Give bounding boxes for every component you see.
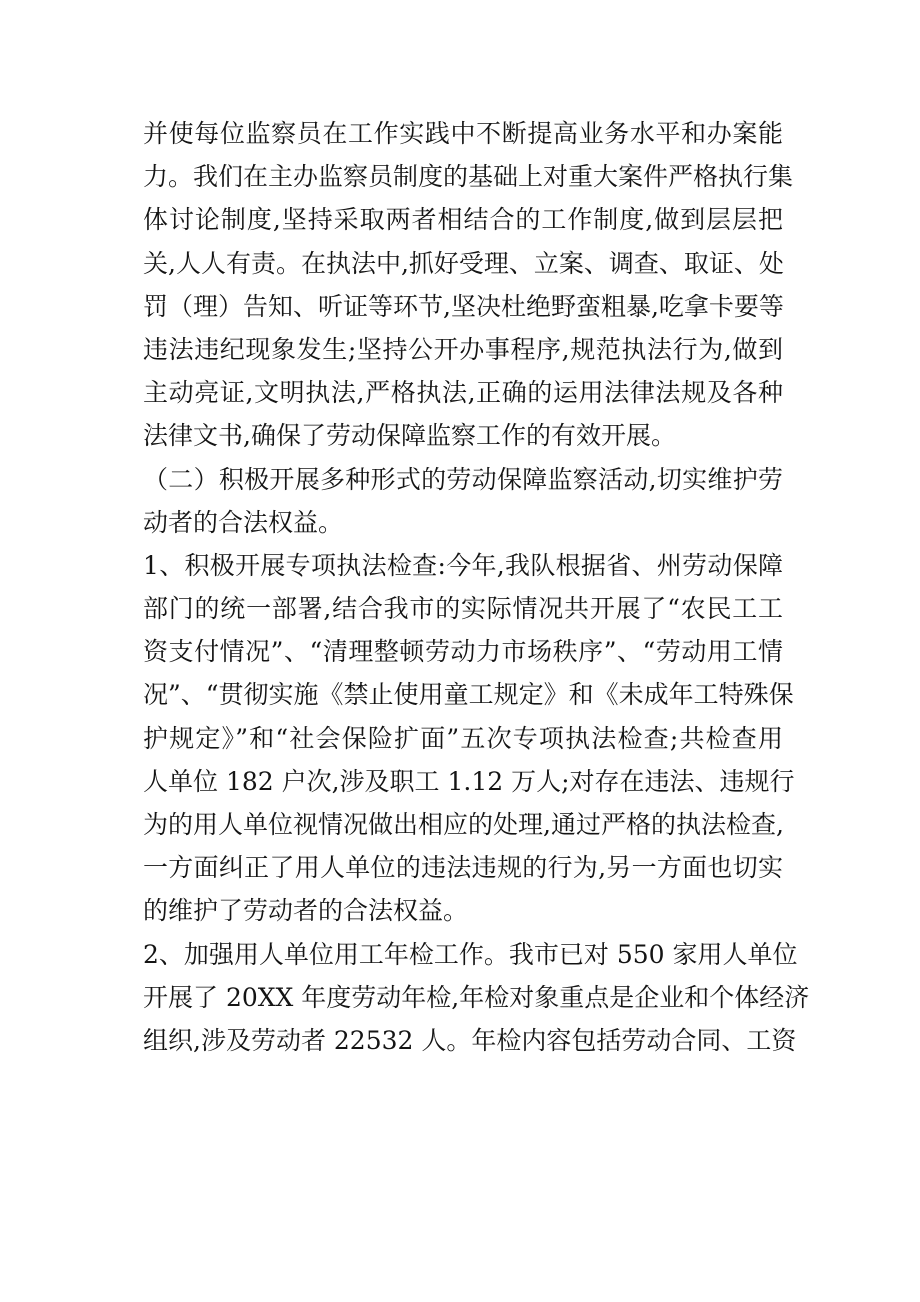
text-line: 的维护了劳动者的合法权益。 — [143, 896, 469, 926]
body-text — [143, 112, 810, 1062]
text-line: 体讨论制度,坚持采取两者相结合的工作制度,做到层层把 — [143, 205, 783, 235]
text-line: 为的用人单位视情况做出相应的处理,通过严格的执法检查, — [143, 810, 784, 839]
text-line: 开展了 20XX 年度劳动年检,年检对象重点是企业和个体经济 — [143, 982, 810, 1012]
text-line: 部门的统一部署,结合我市的实际情况共开展了“农民工工 — [143, 594, 783, 624]
text-line: 罚（理）告知、听证等环节,坚决杜绝野蛮粗暴,吃拿卡要等 — [143, 291, 784, 321]
text-line: 人单位 182 户次,涉及职工 1.12 万人;对存在违法、违规行 — [143, 766, 795, 796]
text-line: 况”、“贯彻实施《禁止使用童工规定》和《未成年工特殊保 — [143, 680, 794, 710]
text-line: （二）积极开展多种形式的劳动保障监察活动,切实维护劳 — [143, 464, 783, 494]
text-line: 并使每位监察员在工作实践中不断提高业务水平和办案能 — [143, 119, 783, 148]
text-line: 关,人人有责。在执法中,抓好受理、立案、调查、取证、处 — [143, 248, 784, 278]
text-line: 1、积极开展专项执法检查:今年,我队根据省、州劳动保障 — [143, 550, 783, 580]
text-line: 动者的合法权益。 — [143, 507, 344, 537]
text-line: 法律文书,确保了劳动保障监察工作的有效开展。 — [143, 421, 676, 451]
text-line: 2、加强用人单位用工年检工作。我市已对 550 家用人单位 — [143, 939, 798, 969]
text-line: 违法违纪现象发生;坚持公开办事程序,规范执法行为,做到 — [143, 334, 783, 364]
text-line: 力。我们在主办监察员制度的基础上对重大案件严格执行集 — [143, 162, 794, 192]
text-line: 主动亮证,文明执法,严格执法,正确的运用法律法规及各种 — [143, 378, 783, 408]
text-line: 组织,涉及劳动者 22532 人。年检内容包括劳动合同、工资 — [143, 1025, 797, 1055]
text-line: 资支付情况”、“清理整顿劳动力市场秩序”、“劳动用工情 — [143, 637, 783, 667]
text-line: 护规定》”和“社会保险扩面”五次专项执法检查;共检查用 — [143, 723, 783, 753]
text-line: 一方面纠正了用人单位的违法违规的行为,另一方面也切实 — [143, 853, 783, 883]
